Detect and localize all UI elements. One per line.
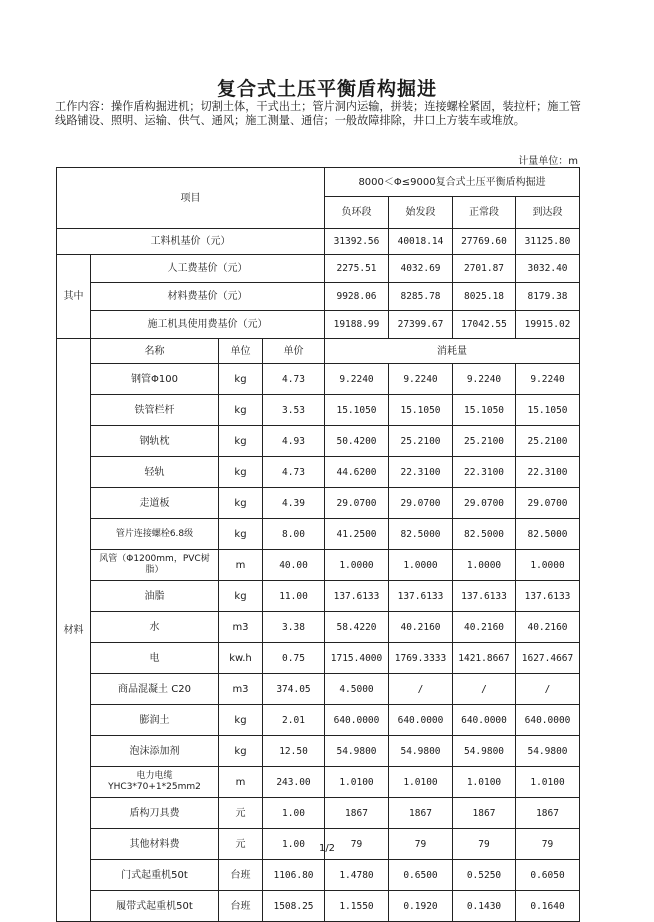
sub-row-cell: 8285.78	[389, 283, 453, 311]
sub-row-cell: 3032.40	[516, 255, 580, 283]
item-quantity: 9.2240	[453, 364, 516, 395]
sub-row-cell: 4032.69	[389, 255, 453, 283]
item-unit: kg	[219, 457, 263, 488]
item-quantity: 1.4780	[325, 860, 389, 891]
item-name: 电	[91, 643, 219, 674]
item-quantity: 137.6133	[453, 581, 516, 612]
item-quantity: 25.2100	[516, 426, 580, 457]
item-price: 8.00	[263, 519, 325, 550]
item-quantity: 9.2240	[325, 364, 389, 395]
item-quantity: 40.2160	[453, 612, 516, 643]
item-quantity: 1.0000	[453, 550, 516, 581]
item-quantity: 40.2160	[389, 612, 453, 643]
item-unit: kg	[219, 736, 263, 767]
item-quantity: 54.9800	[325, 736, 389, 767]
item-quantity: 640.0000	[453, 705, 516, 736]
item-quantity: 1421.8667	[453, 643, 516, 674]
item-quantity: 22.3100	[516, 457, 580, 488]
base-price-cell: 31392.56	[325, 229, 389, 255]
item-quantity: 9.2240	[516, 364, 580, 395]
item-price: 12.50	[263, 736, 325, 767]
item-quantity: 79	[516, 829, 580, 860]
item-price: 243.00	[263, 767, 325, 798]
item-unit: kg	[219, 705, 263, 736]
material-row	[57, 488, 580, 519]
subgroup-label: 其中	[57, 255, 91, 339]
item-unit: kg	[219, 488, 263, 519]
column-header-name: 名称	[91, 339, 219, 364]
item-quantity: 1.0000	[516, 550, 580, 581]
item-quantity: 79	[453, 829, 516, 860]
unit-label: 计量单位：m	[518, 156, 578, 167]
material-row	[57, 364, 580, 395]
item-price: 4.93	[263, 426, 325, 457]
sub-row-cell: 8179.38	[516, 283, 580, 311]
item-quantity: 40.2160	[516, 612, 580, 643]
item-quantity: 79	[325, 829, 389, 860]
item-quantity: 29.0700	[325, 488, 389, 519]
item-unit: kg	[219, 426, 263, 457]
column-header-unit: 单位	[219, 339, 263, 364]
item-price: 4.73	[263, 457, 325, 488]
item-price: 11.00	[263, 581, 325, 612]
item-quantity: 22.3100	[389, 457, 453, 488]
item-quantity: 0.1430	[453, 891, 516, 922]
item-quantity: 58.4220	[325, 612, 389, 643]
item-name: 其他材料费	[91, 829, 219, 860]
column-header-consumption: 消耗量	[325, 339, 580, 364]
item-quantity: 15.1050	[389, 395, 453, 426]
item-name: 履带式起重机50t	[91, 891, 219, 922]
item-quantity: 1.0000	[325, 550, 389, 581]
item-price: 1.00	[263, 829, 325, 860]
item-name: 泡沫添加剂	[91, 736, 219, 767]
item-quantity: 22.3100	[453, 457, 516, 488]
item-quantity: 640.0000	[516, 705, 580, 736]
base-price-cell: 27769.60	[453, 229, 516, 255]
sub-row-cell: 17042.55	[453, 311, 516, 339]
page-title: 复合式土压平衡盾构掘进	[216, 78, 437, 100]
item-quantity: 41.2500	[325, 519, 389, 550]
item-name: 走道板	[91, 488, 219, 519]
item-unit: kg	[219, 581, 263, 612]
item-price: 3.38	[263, 612, 325, 643]
item-unit: kw.h	[219, 643, 263, 674]
item-quantity: /	[453, 674, 516, 705]
item-price: 2.01	[263, 705, 325, 736]
item-quantity: /	[516, 674, 580, 705]
material-row	[57, 612, 580, 643]
item-name: 门式起重机50t	[91, 860, 219, 891]
item-name: 铁管栏杆	[91, 395, 219, 426]
item-name: 电力电缆 YHC3*70+1*25mm2	[91, 767, 219, 798]
material-row	[57, 581, 580, 612]
material-row	[57, 798, 580, 829]
sub-row-cell: 2275.51	[325, 255, 389, 283]
item-quantity: 137.6133	[325, 581, 389, 612]
item-quantity: 640.0000	[325, 705, 389, 736]
segment-header: 负环段	[325, 197, 389, 229]
material-row	[57, 550, 580, 581]
item-quantity: 4.5000	[325, 674, 389, 705]
item-unit: m	[219, 550, 263, 581]
item-quantity: 1867	[325, 798, 389, 829]
item-price: 40.00	[263, 550, 325, 581]
item-unit: kg	[219, 519, 263, 550]
material-row	[57, 736, 580, 767]
item-quantity: 15.1050	[325, 395, 389, 426]
item-quantity: 1.0100	[453, 767, 516, 798]
item-name: 钢管Φ100	[91, 364, 219, 395]
segment-header: 始发段	[389, 197, 453, 229]
item-quantity: 0.1640	[516, 891, 580, 922]
material-row	[57, 426, 580, 457]
item-quantity: 1.0100	[389, 767, 453, 798]
item-quantity: /	[389, 674, 453, 705]
item-quantity: 50.4200	[325, 426, 389, 457]
sub-row-cell: 9928.06	[325, 283, 389, 311]
item-unit: 台班	[219, 891, 263, 922]
item-price: 374.05	[263, 674, 325, 705]
page-number: 1/2	[318, 843, 336, 854]
machine-row	[57, 860, 580, 891]
machine-row	[57, 891, 580, 922]
item-quantity: 54.9800	[389, 736, 453, 767]
item-name: 油脂	[91, 581, 219, 612]
material-row	[57, 519, 580, 550]
segment-header: 到达段	[516, 197, 580, 229]
item-price: 1106.80	[263, 860, 325, 891]
item-unit: 元	[219, 829, 263, 860]
item-name: 商品混凝土 C20	[91, 674, 219, 705]
item-quantity: 1627.4667	[516, 643, 580, 674]
range-header: 8000＜Φ≤9000复合式土压平衡盾构掘进	[325, 168, 580, 197]
item-quantity: 29.0700	[453, 488, 516, 519]
item-quantity: 1715.4000	[325, 643, 389, 674]
sub-row-label: 人工费基价（元）	[91, 255, 325, 283]
base-price-cell: 31125.80	[516, 229, 580, 255]
item-quantity: 1769.3333	[389, 643, 453, 674]
sub-row-cell: 27399.67	[389, 311, 453, 339]
item-quantity: 1.1550	[325, 891, 389, 922]
sub-row-cell: 8025.18	[453, 283, 516, 311]
item-quantity: 15.1050	[516, 395, 580, 426]
item-unit: m3	[219, 674, 263, 705]
item-quantity: 1.0000	[389, 550, 453, 581]
item-quantity: 9.2240	[389, 364, 453, 395]
material-row	[57, 767, 580, 798]
item-quantity: 0.1920	[389, 891, 453, 922]
item-name: 盾构刀具费	[91, 798, 219, 829]
item-quantity: 137.6133	[389, 581, 453, 612]
sub-row-label: 施工机具使用费基价（元）	[91, 311, 325, 339]
item-quantity: 29.0700	[516, 488, 580, 519]
quota-table	[56, 167, 580, 922]
item-quantity: 29.0700	[389, 488, 453, 519]
item-unit: 元	[219, 798, 263, 829]
material-row	[57, 643, 580, 674]
segment-header: 正常段	[453, 197, 516, 229]
item-price: 1.00	[263, 798, 325, 829]
item-quantity: 137.6133	[516, 581, 580, 612]
item-quantity: 1.0100	[325, 767, 389, 798]
item-quantity: 79	[389, 829, 453, 860]
material-row	[57, 674, 580, 705]
item-price: 3.53	[263, 395, 325, 426]
item-quantity: 54.9800	[516, 736, 580, 767]
sub-row-cell: 19915.02	[516, 311, 580, 339]
item-price: 4.39	[263, 488, 325, 519]
item-quantity: 0.6050	[516, 860, 580, 891]
work-description: 工作内容：操作盾构掘进机；切割土体，干式出土；管片洞内运输，拼装；连接螺栓紧固，装拉杆；施工管线路铺设、照明、运输、供气、通风；施工测量、通信；一般故障排除，井口上方装车或堆放。	[55, 100, 581, 127]
item-name: 膨润土	[91, 705, 219, 736]
item-unit: 台班	[219, 860, 263, 891]
item-name: 风管（Φ1200mm，PVC树脂）	[91, 550, 219, 581]
item-quantity: 54.9800	[453, 736, 516, 767]
item-quantity: 82.5000	[389, 519, 453, 550]
material-row	[57, 705, 580, 736]
base-price-label: 工料机基价（元）	[57, 229, 325, 255]
item-name: 轻轨	[91, 457, 219, 488]
column-header-price: 单价	[263, 339, 325, 364]
item-quantity: 25.2100	[453, 426, 516, 457]
item-quantity: 0.5250	[453, 860, 516, 891]
base-price-cell: 40018.14	[389, 229, 453, 255]
item-name: 水	[91, 612, 219, 643]
sub-row-cell: 2701.87	[453, 255, 516, 283]
material-row	[57, 395, 580, 426]
item-header: 项目	[57, 168, 325, 229]
sub-row-cell: 19188.99	[325, 311, 389, 339]
materials-group-label: 材料	[57, 339, 91, 922]
item-quantity: 1.0100	[516, 767, 580, 798]
item-quantity: 1867	[453, 798, 516, 829]
item-unit: kg	[219, 364, 263, 395]
item-quantity: 15.1050	[453, 395, 516, 426]
item-name: 管片连接螺栓6.8级	[91, 519, 219, 550]
item-unit: kg	[219, 395, 263, 426]
item-price: 0.75	[263, 643, 325, 674]
item-quantity: 1867	[389, 798, 453, 829]
item-price: 4.73	[263, 364, 325, 395]
sub-row-label: 材料费基价（元）	[91, 283, 325, 311]
material-row	[57, 457, 580, 488]
item-quantity: 82.5000	[453, 519, 516, 550]
item-quantity: 1867	[516, 798, 580, 829]
item-quantity: 44.6200	[325, 457, 389, 488]
item-price: 1508.25	[263, 891, 325, 922]
item-quantity: 82.5000	[516, 519, 580, 550]
item-quantity: 25.2100	[389, 426, 453, 457]
item-unit: m3	[219, 612, 263, 643]
item-name: 钢轨枕	[91, 426, 219, 457]
item-unit: m	[219, 767, 263, 798]
item-quantity: 640.0000	[389, 705, 453, 736]
item-quantity: 0.6500	[389, 860, 453, 891]
